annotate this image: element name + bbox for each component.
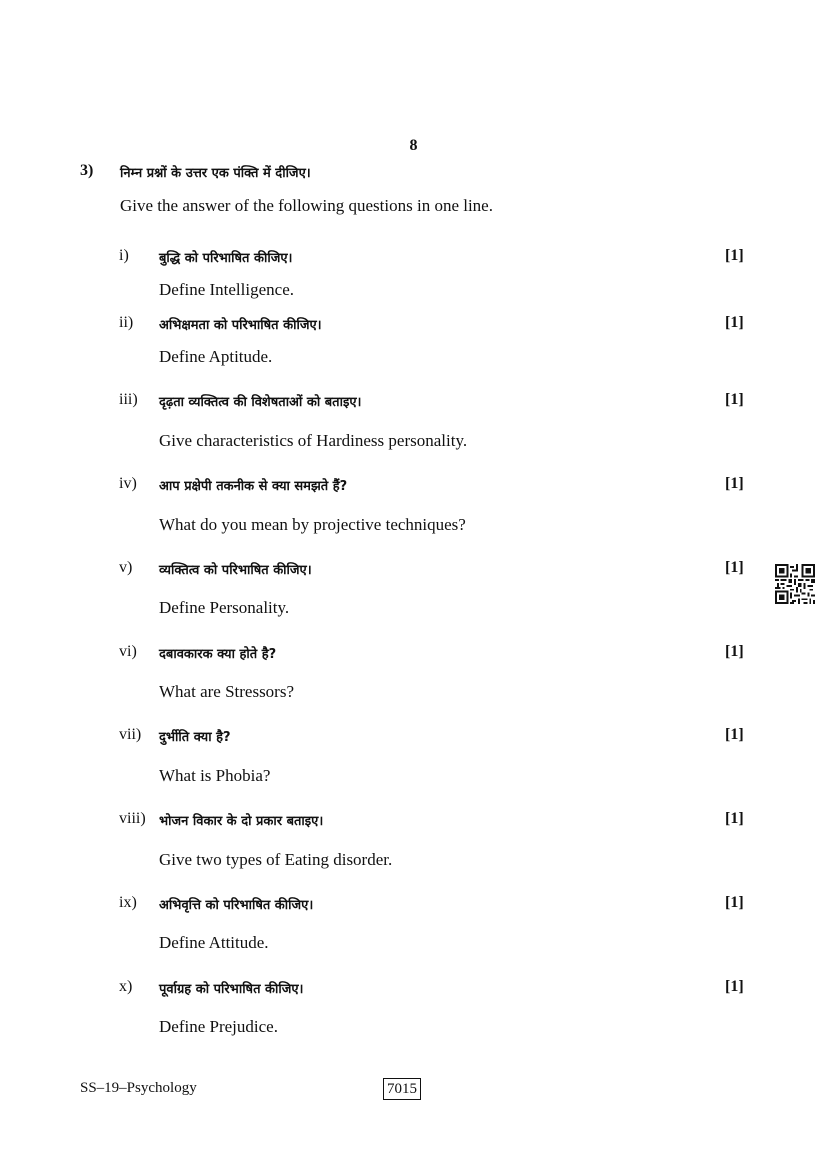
question-hindi: भोजन विकार के दो प्रकार बताइए। xyxy=(159,814,324,829)
question-marks: [1] xyxy=(725,810,744,827)
question-number-label: vii) xyxy=(119,726,142,743)
question-hindi: बुद्धि को परिभाषित कीजिए। xyxy=(159,251,293,266)
question-number: 3) xyxy=(80,162,94,179)
question-marks: [1] xyxy=(725,475,744,492)
question-marks: [1] xyxy=(725,391,744,408)
question-english: Define Prejudice. xyxy=(159,1017,278,1036)
question-number-label: viii) xyxy=(119,810,146,827)
question-hindi: पूर्वाग्रह को परिभाषित कीजिए। xyxy=(159,982,304,997)
question-hindi: व्यक्तित्व को परिभाषित कीजिए। xyxy=(159,563,312,578)
question-number-label: iii) xyxy=(119,391,138,408)
question-hindi: दृढ़ता व्यक्तित्व की विशेषताओं को बताइए। xyxy=(159,395,362,410)
question-english: Give characteristics of Hardiness personality. xyxy=(159,431,468,450)
question-marks: [1] xyxy=(725,247,744,264)
instruction-english: Give the answer of the following questions in one line. xyxy=(120,196,493,215)
footer-subject: SS–19–Psychology xyxy=(80,1080,197,1096)
qr-code-icon xyxy=(775,564,815,604)
question-number-label: i) xyxy=(119,247,129,264)
question-english: What are Stressors? xyxy=(159,682,295,701)
question-english: Define Personality. xyxy=(159,598,290,617)
question-marks: [1] xyxy=(725,894,744,911)
question-number-label: x) xyxy=(119,978,133,995)
question-number-label: ii) xyxy=(119,314,134,331)
question-marks: [1] xyxy=(725,978,744,995)
paper-code-box: 7015 xyxy=(383,1078,421,1100)
question-number-label: ix) xyxy=(119,894,137,911)
question-english: Define Intelligence. xyxy=(159,280,294,299)
question-marks: [1] xyxy=(725,726,744,743)
question-hindi: आप प्रक्षेपी तकनीक से क्या समझते हैं? xyxy=(159,479,348,494)
question-number-label: iv) xyxy=(119,475,137,492)
question-marks: [1] xyxy=(725,559,744,576)
question-english: Define Attitude. xyxy=(159,933,269,952)
page-number: 8 xyxy=(409,137,418,154)
question-english: What is Phobia? xyxy=(159,766,271,785)
question-hindi: दबावकारक क्या होते है? xyxy=(159,647,277,662)
question-english: Give two types of Eating disorder. xyxy=(159,850,393,869)
question-english: What do you mean by projective techniques? xyxy=(159,515,466,534)
question-number-label: v) xyxy=(119,559,133,576)
question-marks: [1] xyxy=(725,314,744,331)
question-hindi: अभिक्षमता को परिभाषित कीजिए। xyxy=(159,318,322,333)
instruction-hindi: निम्न प्रश्नों के उत्तर एक पंक्ति में दीजिए। xyxy=(120,166,311,181)
question-marks: [1] xyxy=(725,643,744,660)
question-hindi: अभिवृत्ति को परिभाषित कीजिए। xyxy=(159,898,314,913)
question-hindi: दुर्भीति क्या है? xyxy=(159,730,231,745)
question-english: Define Aptitude. xyxy=(159,347,273,366)
question-number-label: vi) xyxy=(119,643,137,660)
